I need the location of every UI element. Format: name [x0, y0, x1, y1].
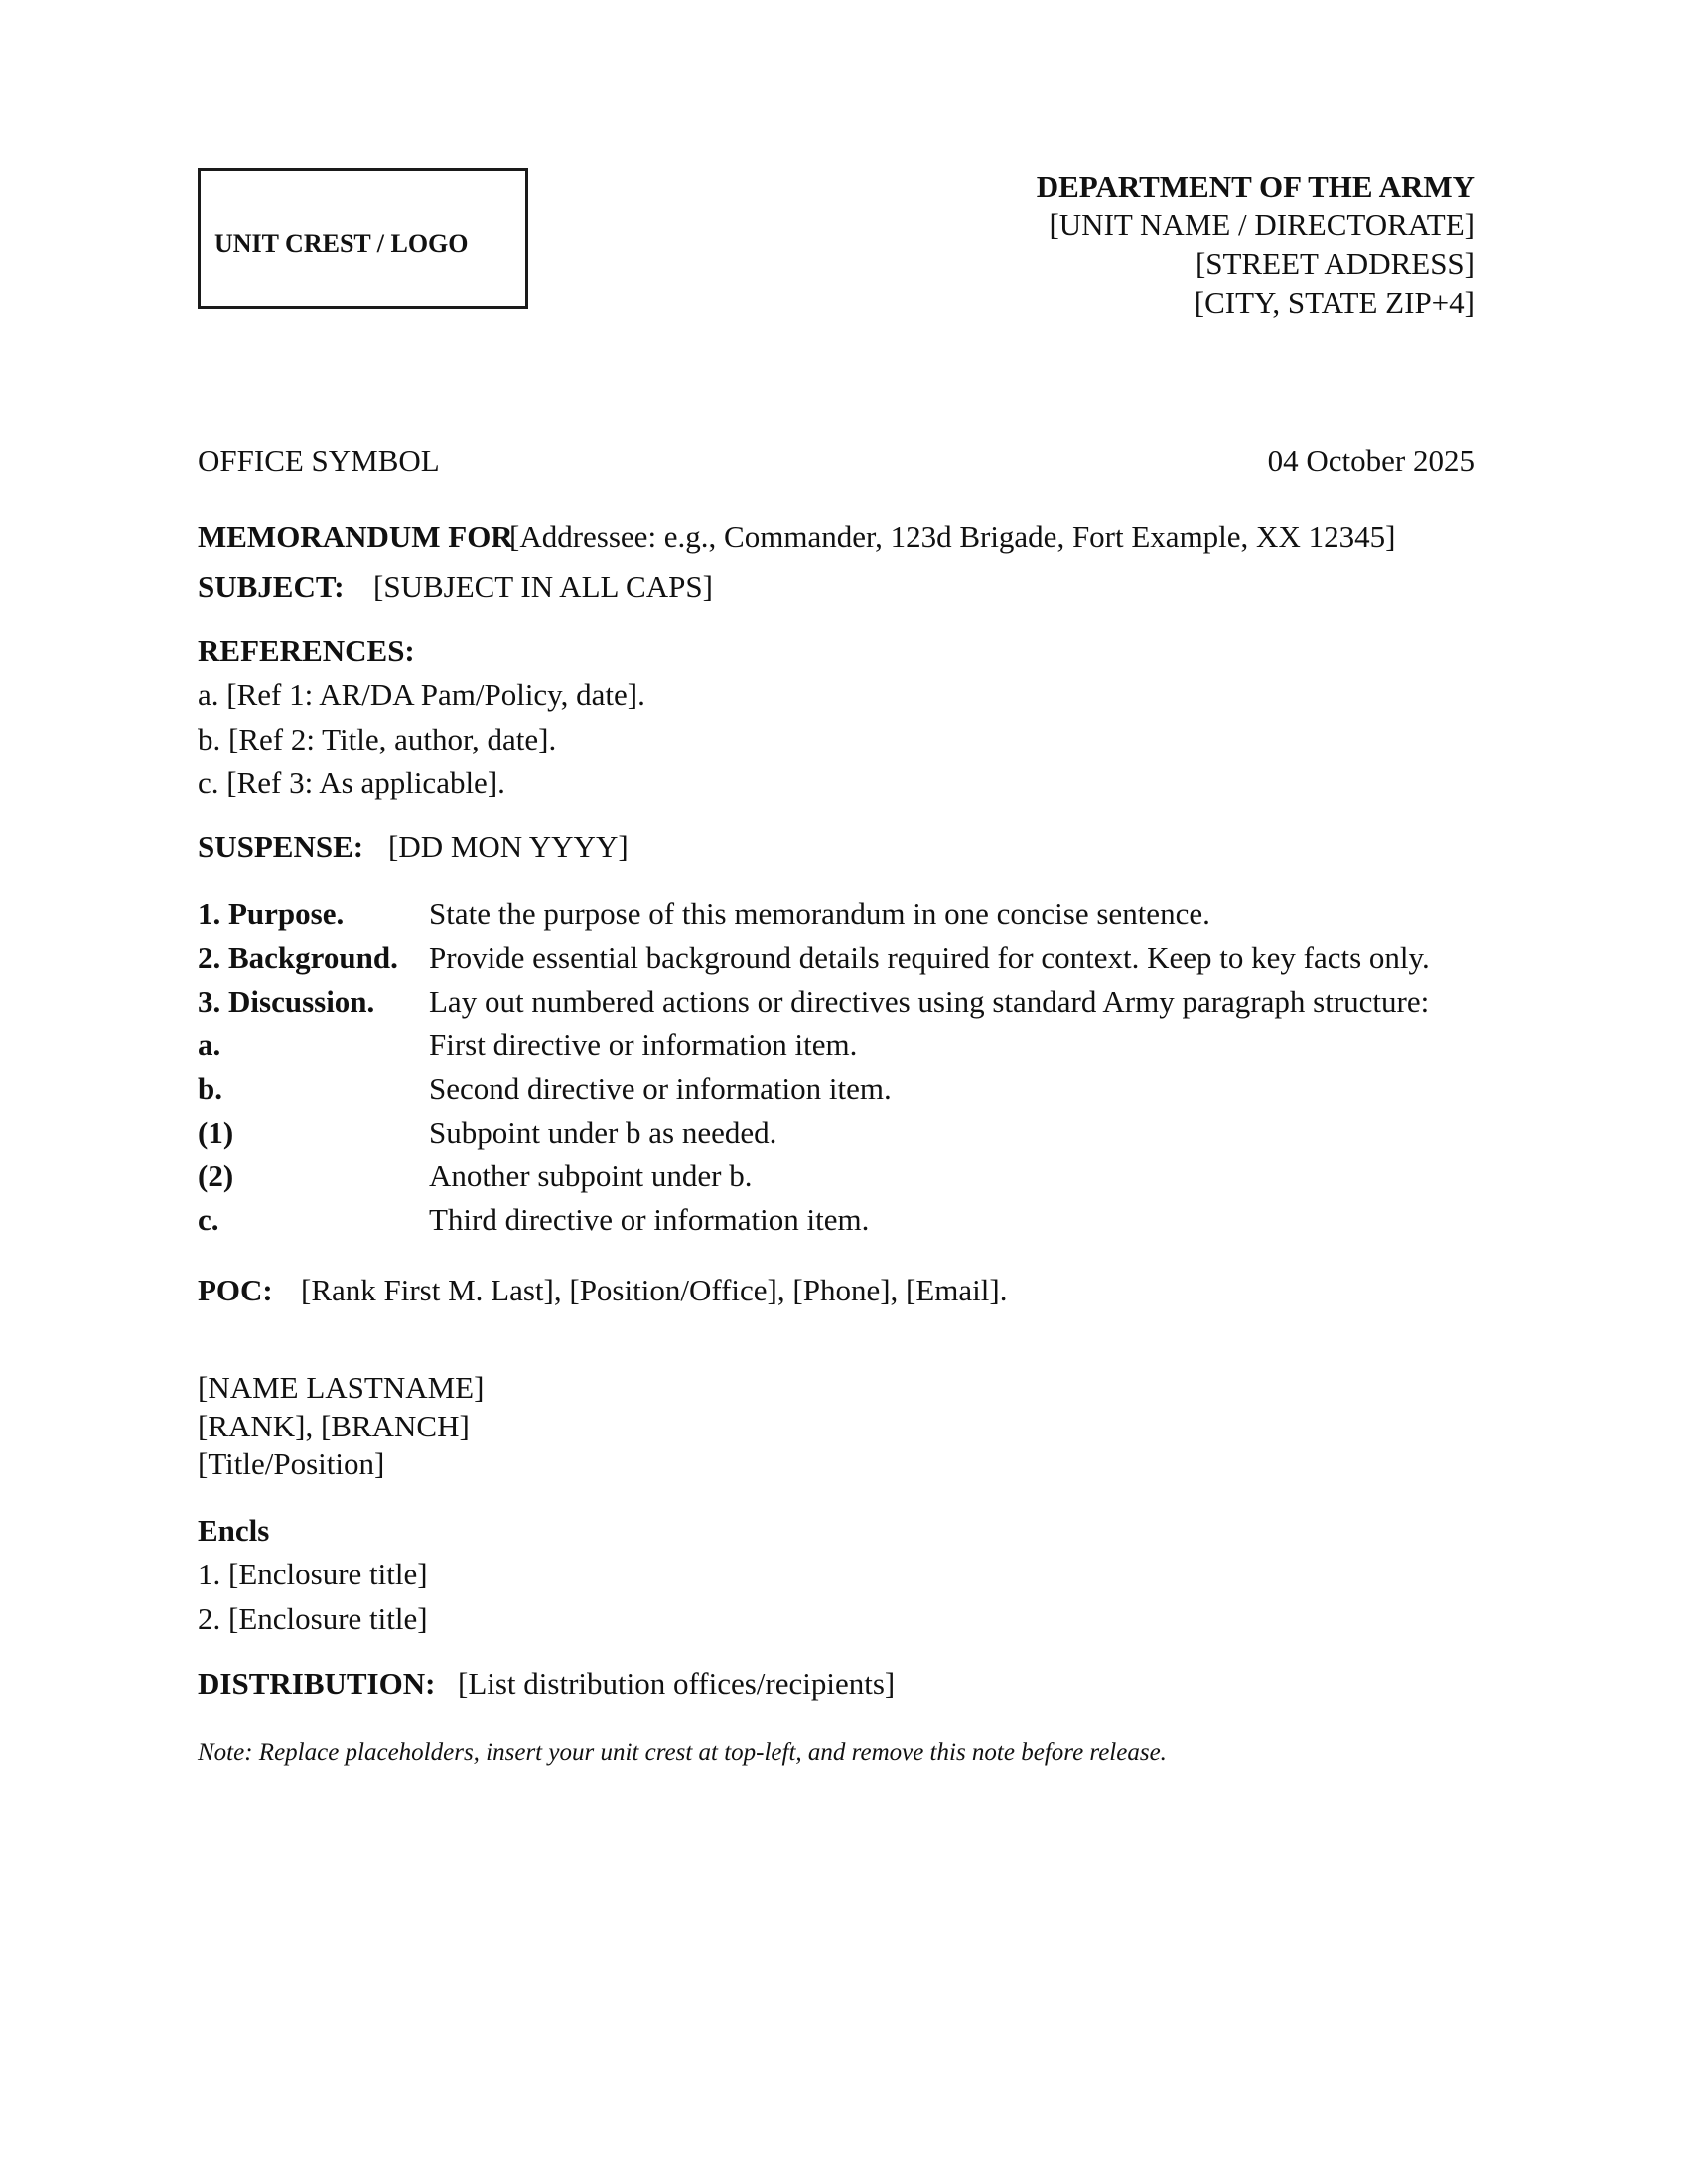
enclosures-label: Encls: [198, 1513, 270, 1548]
poc-value: [Rank First M. Last], [Position/Office], [Phone], [Email].: [301, 1273, 1008, 1307]
crest-placeholder-text: UNIT CREST / LOGO: [214, 229, 469, 258]
suspense-label: SUSPENSE:: [198, 829, 364, 864]
paragraph-label: b.: [198, 1071, 222, 1106]
suspense-value: [DD MON YYYY]: [388, 829, 629, 864]
paragraph-label: a.: [198, 1027, 221, 1062]
distribution-label: DISTRIBUTION:: [198, 1666, 436, 1701]
paragraph-label: c.: [198, 1202, 219, 1237]
signature-rank-branch: [RANK], [BRANCH]: [198, 1409, 470, 1443]
enclosure-item: 2. [Enclosure title]: [198, 1601, 428, 1636]
paragraph-label: 1. Purpose.: [198, 896, 345, 931]
paragraph-text: Provide essential background details required for context. Keep to key facts only.: [429, 940, 1430, 975]
paragraph-label: 2. Background.: [198, 940, 398, 975]
paragraph-label: 3. Discussion.: [198, 984, 375, 1019]
subject-label: SUBJECT:: [198, 569, 345, 604]
memorandum-for-value: [Addressee: e.g., Commander, 123d Brigade, Fort Example, XX 12345]: [509, 519, 1396, 554]
paragraph-label: (1): [198, 1115, 234, 1150]
memo-date: 04 October 2025: [1267, 443, 1475, 478]
paragraph-text: Second directive or information item.: [429, 1071, 892, 1106]
poc-label: POC:: [198, 1273, 273, 1307]
paragraph-text: Lay out numbered actions or directives using standard Army paragraph structure:: [429, 984, 1430, 1019]
paragraph-text: First directive or information item.: [429, 1027, 858, 1062]
references-label: REFERENCES:: [198, 633, 415, 668]
enclosure-item: 1. [Enclosure title]: [198, 1557, 428, 1591]
paragraph-text: State the purpose of this memorandum in one concise sentence.: [429, 896, 1210, 931]
reference-item: a. [Ref 1: AR/DA Pam/Policy, date].: [198, 677, 645, 712]
department-heading: DEPARTMENT OF THE ARMY: [1036, 169, 1475, 204]
unit-crest-placeholder: [198, 168, 528, 309]
street-address: [STREET ADDRESS]: [1195, 246, 1475, 281]
city-state-zip: [CITY, STATE ZIP+4]: [1194, 285, 1475, 320]
signature-name: [NAME LASTNAME]: [198, 1370, 485, 1405]
reference-item: b. [Ref 2: Title, author, date].: [198, 722, 557, 756]
memorandum-for-label: MEMORANDUM FOR: [198, 519, 513, 554]
paragraph-text: Subpoint under b as needed.: [429, 1115, 777, 1150]
release-note: Note: Replace placeholders, insert your unit crest at top-left, and remove this note before release.: [198, 1739, 1167, 1766]
subject-value: [SUBJECT IN ALL CAPS]: [373, 569, 713, 604]
office-symbol: OFFICE SYMBOL: [198, 443, 440, 478]
signature-title: [Title/Position]: [198, 1446, 385, 1481]
reference-item: c. [Ref 3: As applicable].: [198, 765, 505, 800]
paragraph-text: Another subpoint under b.: [429, 1159, 753, 1193]
paragraph-label: (2): [198, 1159, 234, 1193]
paragraph-text: Third directive or information item.: [429, 1202, 870, 1237]
unit-name: [UNIT NAME / DIRECTORATE]: [1049, 207, 1475, 242]
distribution-value: [List distribution offices/recipients]: [458, 1666, 896, 1701]
